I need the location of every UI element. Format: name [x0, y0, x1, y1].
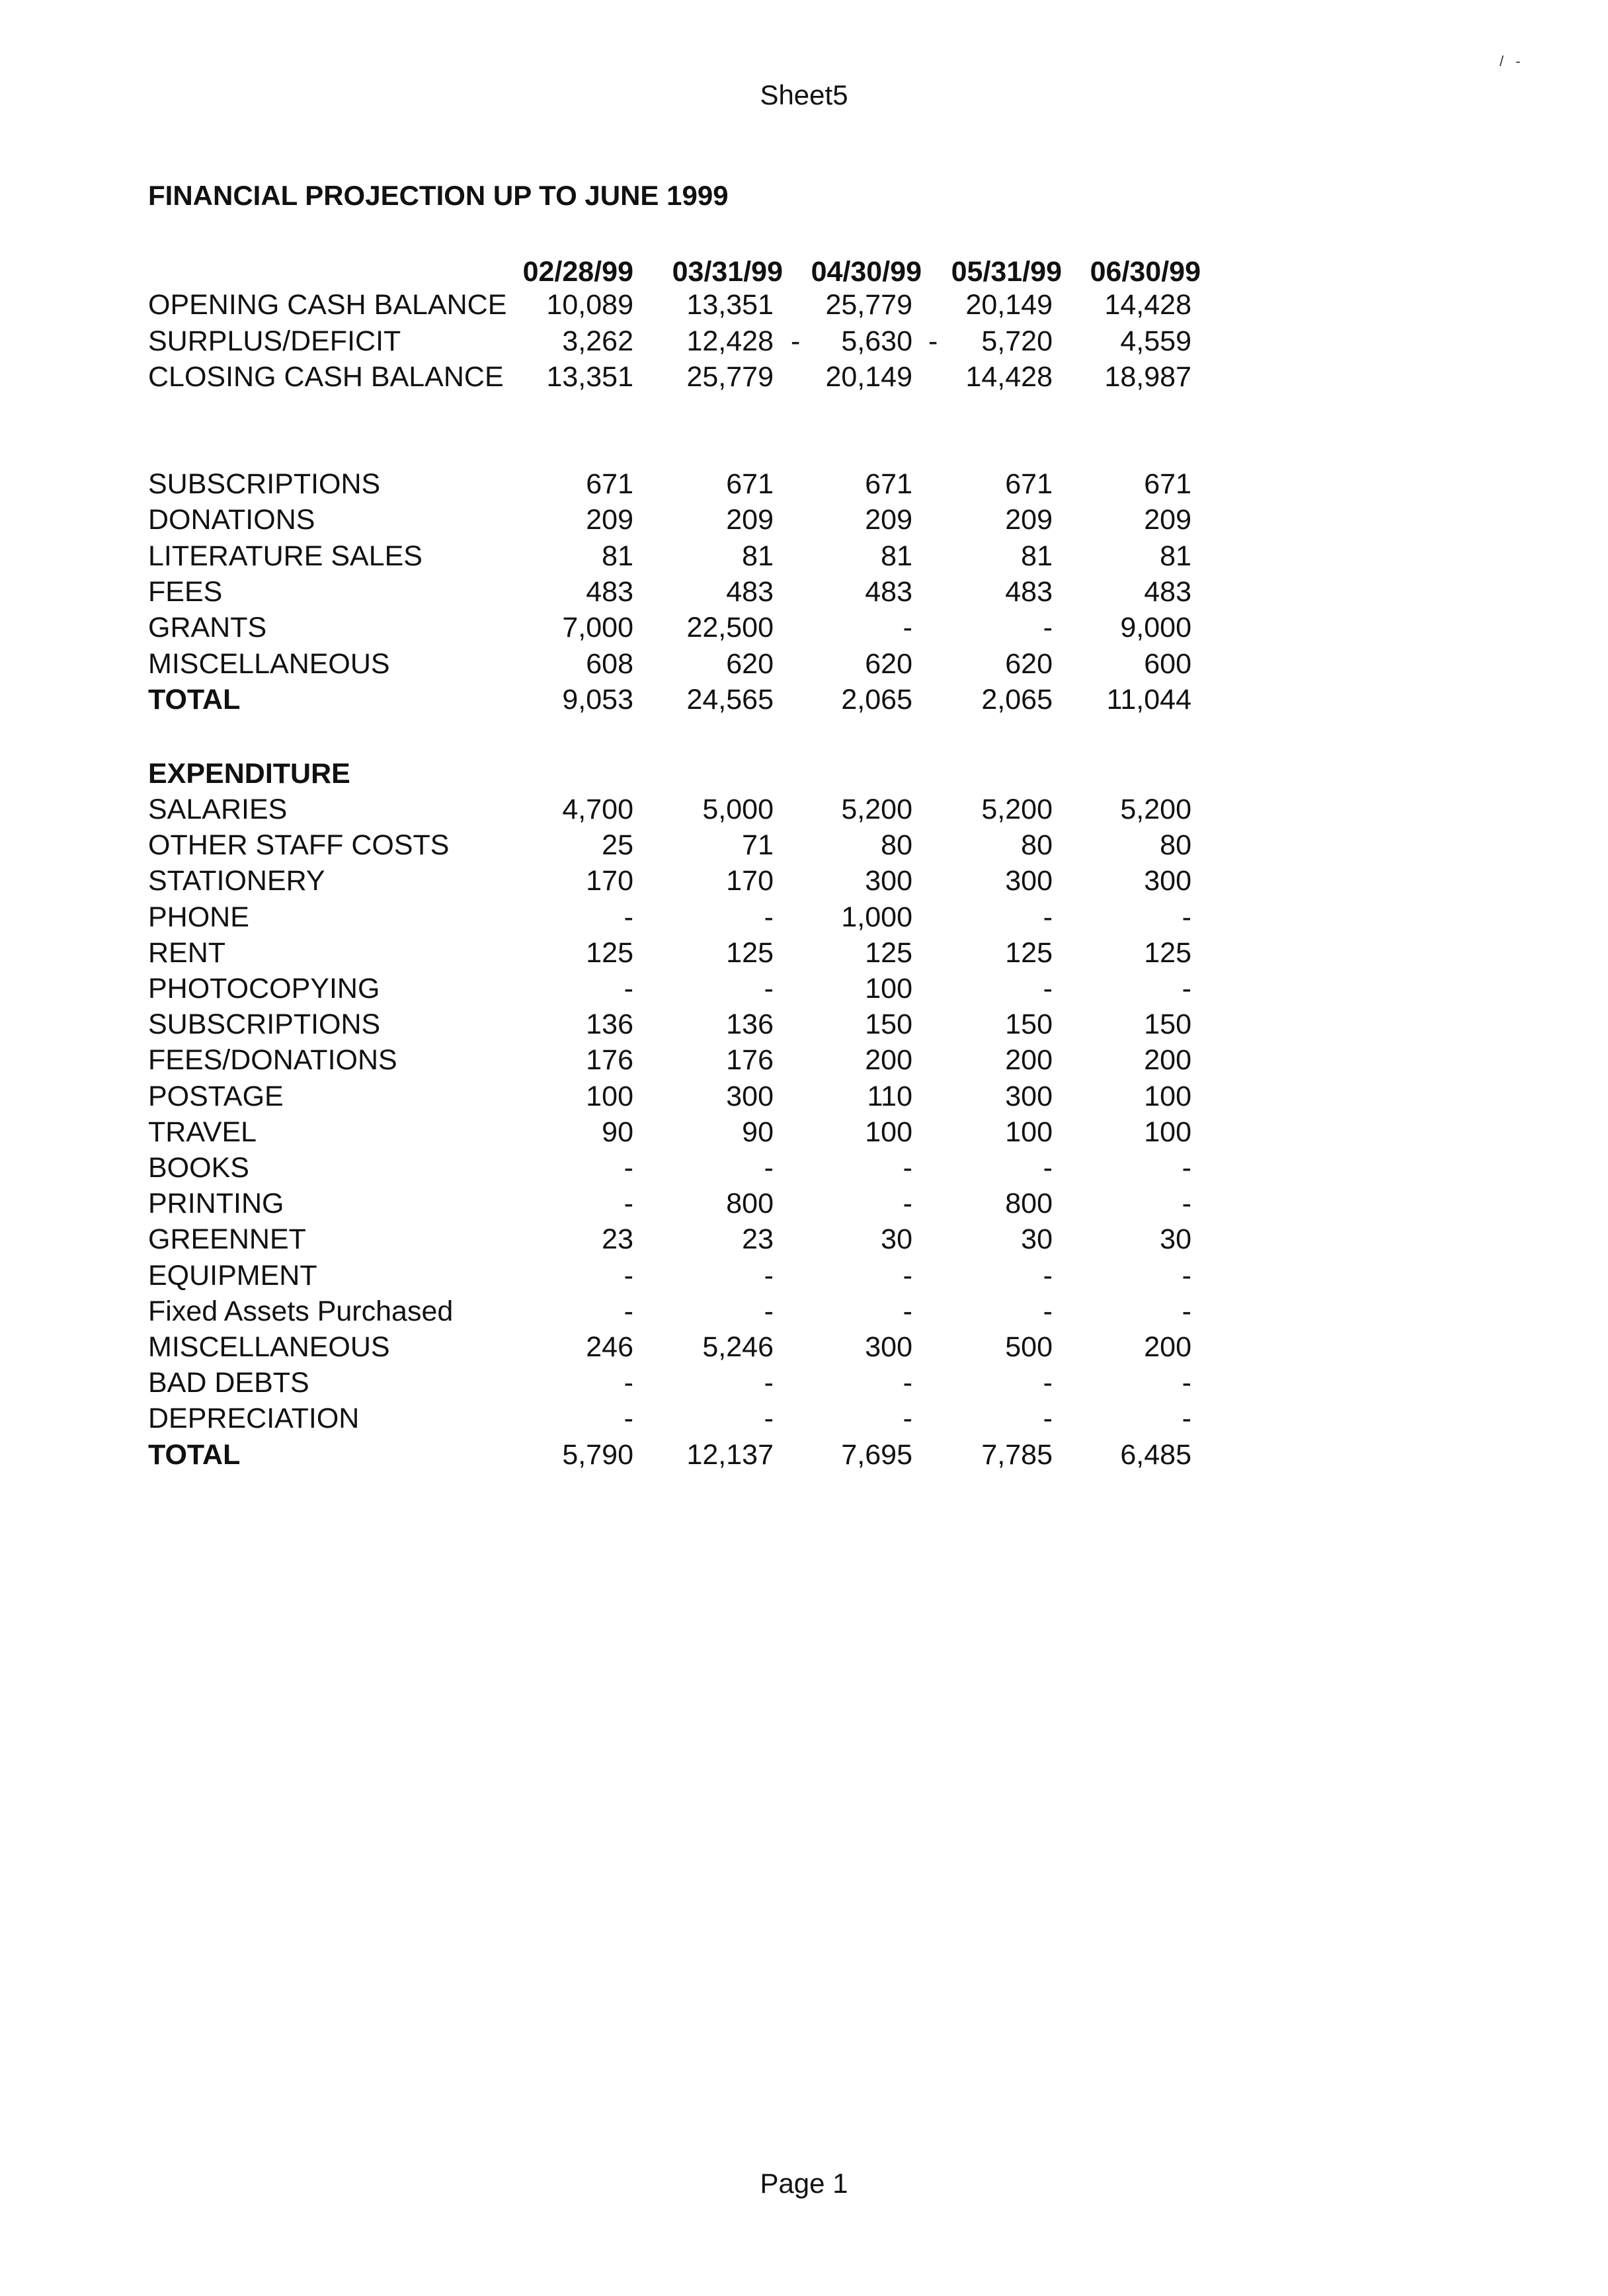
- value-cell: 5,000: [702, 794, 774, 825]
- value-cell: 209: [726, 504, 774, 536]
- row-label: FEES/DONATIONS: [148, 1044, 397, 1077]
- value-cell: 100: [865, 973, 912, 1004]
- table-row: [0, 1331, 1608, 1368]
- value-cell: 2,065: [841, 683, 912, 716]
- value-cell: -: [903, 1188, 912, 1220]
- value-cell: -: [623, 1152, 633, 1184]
- table-row: [0, 1403, 1608, 1440]
- value-cell: 125: [586, 936, 633, 969]
- table-row: [0, 829, 1608, 866]
- value-cell: 671: [726, 468, 774, 500]
- value-cell: -: [903, 1152, 912, 1184]
- table-row: [0, 576, 1608, 613]
- table-row: [0, 865, 1608, 902]
- value-cell: 300: [1005, 865, 1053, 897]
- value-cell: 4,700: [562, 794, 633, 825]
- value-cell: -: [1182, 1403, 1191, 1435]
- table-row: [0, 1367, 1608, 1404]
- value-cell: -: [1043, 1259, 1053, 1292]
- value-cell: 18,987: [1104, 361, 1191, 393]
- value-cell: 13,351: [546, 361, 633, 393]
- row-label: STATIONERY: [148, 865, 325, 897]
- value-cell: 5,246: [702, 1331, 774, 1363]
- document-title: FINANCIAL PROJECTION UP TO JUNE 1999: [148, 180, 729, 211]
- row-label: Fixed Assets Purchased: [148, 1295, 454, 1327]
- table-row: [0, 901, 1608, 938]
- row-label: TOTAL: [148, 683, 241, 716]
- value-cell: -: [1182, 1188, 1191, 1220]
- value-cell: -: [1043, 1367, 1053, 1399]
- row-label: PHONE: [148, 901, 249, 933]
- value-cell: 300: [865, 1331, 912, 1363]
- value-cell: 136: [586, 1008, 633, 1041]
- scan-mark: / -: [1500, 53, 1525, 69]
- row-label: SUBSCRIPTIONS: [148, 1008, 381, 1041]
- value-cell: 81: [742, 540, 774, 572]
- value-cell: 483: [1144, 575, 1191, 608]
- value-cell: 90: [742, 1116, 774, 1148]
- value-cell: 170: [726, 865, 774, 897]
- table-row: [0, 648, 1608, 685]
- table-row: [0, 1081, 1608, 1118]
- value-cell: 125: [1144, 936, 1191, 969]
- value-cell: 80: [881, 829, 912, 862]
- table-row: [0, 325, 1608, 362]
- value-cell: 483: [865, 575, 912, 608]
- value-cell: -: [623, 1188, 633, 1220]
- value-cell: 600: [1144, 647, 1191, 680]
- value-cell: -: [903, 1295, 912, 1327]
- value-cell: 800: [1005, 1188, 1053, 1220]
- value-cell: 5,720: [981, 325, 1053, 357]
- negative-sign: -: [928, 325, 938, 357]
- page-footer: Page 1: [760, 2168, 848, 2199]
- value-cell: 6,485: [1120, 1438, 1191, 1471]
- value-cell: 7,000: [562, 612, 633, 644]
- row-label: MISCELLANEOUS: [148, 1331, 390, 1363]
- value-cell: 200: [1144, 1044, 1191, 1077]
- value-cell: 100: [1005, 1116, 1053, 1148]
- value-cell: -: [764, 1295, 774, 1327]
- value-cell: 80: [1160, 829, 1191, 862]
- table-row: [0, 1116, 1608, 1153]
- value-cell: -: [1043, 612, 1053, 644]
- value-cell: -: [1182, 973, 1191, 1004]
- column-header-row: [0, 256, 1608, 293]
- value-cell: 209: [586, 504, 633, 536]
- value-cell: -: [623, 1259, 633, 1292]
- row-label: DEPRECIATION: [148, 1403, 360, 1435]
- table-row: [0, 1260, 1608, 1297]
- value-cell: 3,262: [562, 325, 633, 357]
- row-label: BAD DEBTS: [148, 1367, 309, 1399]
- negative-sign: -: [791, 325, 801, 357]
- table-row: [0, 1295, 1608, 1332]
- row-label: POSTAGE: [148, 1080, 284, 1112]
- value-cell: -: [623, 1367, 633, 1399]
- value-cell: 20,149: [825, 361, 912, 393]
- total-row: [0, 684, 1608, 721]
- value-cell: 500: [1005, 1331, 1053, 1363]
- row-label: TRAVEL: [148, 1116, 257, 1148]
- value-cell: 90: [602, 1116, 633, 1148]
- table-row: [0, 973, 1608, 1010]
- value-cell: 150: [1005, 1008, 1053, 1041]
- row-label: GREENNET: [148, 1223, 306, 1256]
- value-cell: 5,200: [841, 794, 912, 825]
- value-cell: 125: [1005, 936, 1053, 969]
- value-cell: -: [1182, 1295, 1191, 1327]
- value-cell: -: [764, 1367, 774, 1399]
- value-cell: 30: [1021, 1223, 1053, 1256]
- value-cell: 150: [865, 1008, 912, 1041]
- value-cell: -: [623, 973, 633, 1004]
- value-cell: 100: [865, 1116, 912, 1148]
- value-cell: 100: [586, 1080, 633, 1112]
- row-label: FEES: [148, 575, 223, 608]
- value-cell: 30: [1160, 1223, 1191, 1256]
- value-cell: 246: [586, 1331, 633, 1363]
- value-cell: 176: [726, 1044, 774, 1077]
- value-cell: 7,785: [981, 1438, 1053, 1471]
- value-cell: 5,630: [841, 325, 912, 357]
- table-row: [0, 540, 1608, 577]
- value-cell: -: [764, 901, 774, 933]
- value-cell: 100: [1144, 1116, 1191, 1148]
- value-cell: 300: [726, 1080, 774, 1112]
- table-row: [0, 1223, 1608, 1260]
- value-cell: -: [1043, 1403, 1053, 1435]
- value-cell: 12,428: [686, 325, 774, 357]
- value-cell: 80: [1021, 829, 1053, 862]
- value-cell: 10,089: [546, 289, 633, 321]
- row-label: GRANTS: [148, 612, 267, 644]
- row-label: PHOTOCOPYING: [148, 973, 380, 1004]
- value-cell: -: [1043, 973, 1053, 1004]
- value-cell: 671: [865, 468, 912, 500]
- value-cell: 30: [881, 1223, 912, 1256]
- table-row: [0, 1152, 1608, 1189]
- value-cell: -: [1043, 901, 1053, 933]
- value-cell: 81: [881, 540, 912, 572]
- value-cell: 14,428: [1104, 289, 1191, 321]
- table-row: [0, 1044, 1608, 1081]
- table-row: [0, 1008, 1608, 1046]
- row-label: TOTAL: [148, 1438, 241, 1471]
- value-cell: -: [764, 1403, 774, 1435]
- value-cell: -: [623, 1403, 633, 1435]
- table-row: [0, 794, 1608, 831]
- value-cell: 125: [726, 936, 774, 969]
- value-cell: 7,695: [841, 1438, 912, 1471]
- value-cell: 25,779: [686, 361, 774, 393]
- value-cell: 81: [1021, 540, 1053, 572]
- value-cell: 23: [742, 1223, 774, 1256]
- value-cell: 2,065: [981, 683, 1053, 716]
- table-row: [0, 289, 1608, 326]
- value-cell: 620: [1005, 647, 1053, 680]
- section-heading-row: [0, 758, 1608, 795]
- value-cell: 800: [726, 1188, 774, 1220]
- value-cell: 620: [726, 647, 774, 680]
- column-header: 03/31/99: [672, 256, 783, 288]
- value-cell: 110: [867, 1080, 912, 1112]
- row-label: OTHER STAFF COSTS: [148, 829, 450, 862]
- value-cell: 608: [586, 647, 633, 680]
- value-cell: 300: [1005, 1080, 1053, 1112]
- value-cell: 1,000: [841, 901, 912, 933]
- value-cell: -: [764, 973, 774, 1004]
- value-cell: 24,565: [686, 683, 774, 716]
- value-cell: -: [903, 612, 912, 644]
- value-cell: 671: [586, 468, 633, 500]
- value-cell: 200: [1144, 1331, 1191, 1363]
- value-cell: 209: [865, 504, 912, 536]
- value-cell: 100: [1144, 1080, 1191, 1112]
- column-header: 05/31/99: [951, 256, 1062, 288]
- row-label: LITERATURE SALES: [148, 540, 422, 572]
- value-cell: -: [903, 1403, 912, 1435]
- total-row: [0, 1439, 1608, 1476]
- table-row: [0, 1188, 1608, 1225]
- table-row: [0, 937, 1608, 974]
- value-cell: -: [1182, 901, 1191, 933]
- value-cell: -: [764, 1259, 774, 1292]
- value-cell: 170: [586, 865, 633, 897]
- value-cell: 5,200: [1120, 794, 1191, 825]
- value-cell: 25,779: [825, 289, 912, 321]
- row-label: BOOKS: [148, 1152, 249, 1184]
- value-cell: -: [1182, 1259, 1191, 1292]
- value-cell: 4,559: [1120, 325, 1191, 357]
- value-cell: 136: [726, 1008, 774, 1041]
- value-cell: 9,000: [1120, 612, 1191, 644]
- value-cell: 23: [602, 1223, 633, 1256]
- row-label: SUBSCRIPTIONS: [148, 468, 381, 500]
- row-label: MISCELLANEOUS: [148, 647, 390, 680]
- column-header: 04/30/99: [811, 256, 922, 288]
- value-cell: 22,500: [686, 612, 774, 644]
- sheet-header: Sheet5: [760, 79, 848, 110]
- value-cell: 12,137: [686, 1438, 774, 1471]
- value-cell: 671: [1144, 468, 1191, 500]
- row-label: CLOSING CASH BALANCE: [148, 361, 504, 393]
- value-cell: 71: [742, 829, 774, 862]
- value-cell: 300: [1144, 865, 1191, 897]
- value-cell: 20,149: [965, 289, 1053, 321]
- value-cell: 176: [586, 1044, 633, 1077]
- value-cell: -: [623, 1295, 633, 1327]
- value-cell: 13,351: [686, 289, 774, 321]
- table-row: [0, 361, 1608, 398]
- value-cell: -: [1043, 1152, 1053, 1184]
- value-cell: -: [764, 1152, 774, 1184]
- row-label: DONATIONS: [148, 504, 315, 536]
- value-cell: -: [1182, 1367, 1191, 1399]
- table-row: [0, 468, 1608, 505]
- value-cell: -: [903, 1259, 912, 1292]
- row-label: SALARIES: [148, 794, 288, 825]
- row-label: RENT: [148, 936, 226, 969]
- value-cell: 483: [586, 575, 633, 608]
- value-cell: 671: [1005, 468, 1053, 500]
- value-cell: 5,790: [562, 1438, 633, 1471]
- value-cell: 5,200: [981, 794, 1053, 825]
- value-cell: 300: [865, 865, 912, 897]
- value-cell: 209: [1005, 504, 1053, 536]
- value-cell: 125: [865, 936, 912, 969]
- value-cell: 200: [1005, 1044, 1053, 1077]
- row-label: OPENING CASH BALANCE: [148, 289, 507, 321]
- table-row: [0, 612, 1608, 649]
- value-cell: -: [903, 1367, 912, 1399]
- column-header: 06/30/99: [1090, 256, 1201, 288]
- value-cell: 620: [865, 647, 912, 680]
- row-label: PRINTING: [148, 1188, 284, 1220]
- column-header: 02/28/99: [522, 256, 633, 288]
- table-row: [0, 504, 1608, 541]
- value-cell: 25: [602, 829, 633, 862]
- value-cell: 483: [726, 575, 774, 608]
- row-label: SURPLUS/DEFICIT: [148, 325, 401, 357]
- value-cell: -: [1182, 1152, 1191, 1184]
- value-cell: 483: [1005, 575, 1053, 608]
- value-cell: 14,428: [965, 361, 1053, 393]
- value-cell: -: [623, 901, 633, 933]
- value-cell: 150: [1144, 1008, 1191, 1041]
- value-cell: 200: [865, 1044, 912, 1077]
- value-cell: 81: [1160, 540, 1191, 572]
- section-heading: EXPENDITURE: [148, 758, 350, 790]
- value-cell: 9,053: [562, 683, 633, 716]
- row-label: EQUIPMENT: [148, 1259, 317, 1292]
- value-cell: -: [1043, 1295, 1053, 1327]
- value-cell: 81: [602, 540, 633, 572]
- value-cell: 209: [1144, 504, 1191, 536]
- value-cell: 11,044: [1106, 683, 1191, 716]
